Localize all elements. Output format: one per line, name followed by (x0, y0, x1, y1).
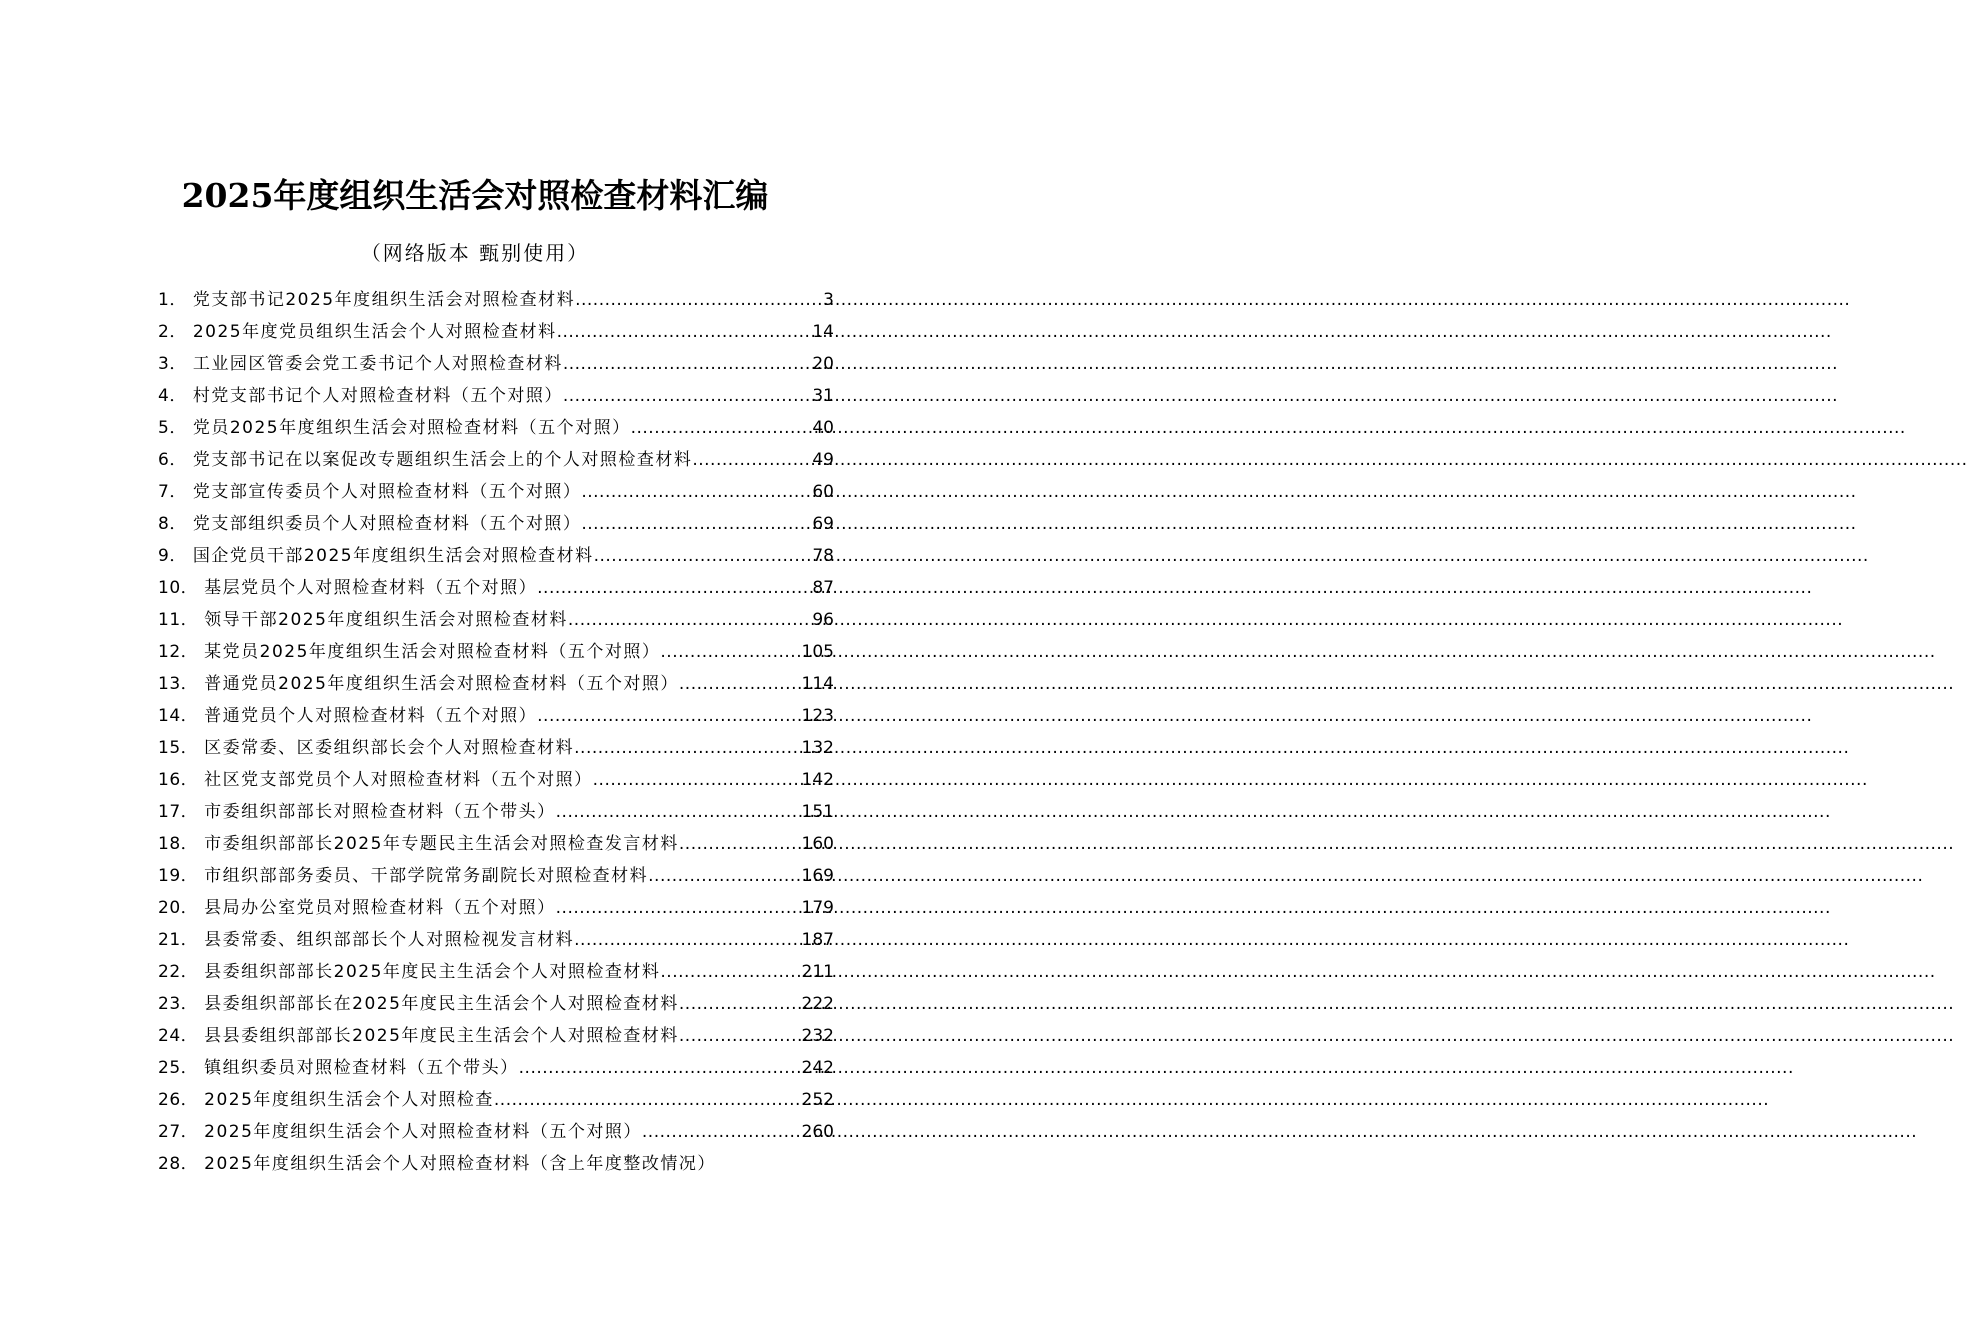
toc-entry-title: 社区党支部党员个人对照检查材料（五个对照） (204, 770, 593, 790)
toc-entry-title: 市委组织部部长对照检查材料（五个带头） (204, 802, 556, 822)
toc-dot-leader (563, 380, 813, 412)
toc-dot-leader (537, 700, 801, 732)
toc-entry-page-number: 222 (801, 994, 834, 1014)
toc-entry-page-number: 169 (801, 866, 834, 886)
toc-entry[interactable] (158, 604, 834, 636)
toc-entry-page-number: 105 (801, 642, 834, 662)
toc-dot-leader (557, 316, 813, 348)
toc-entry[interactable] (158, 988, 834, 1020)
toc-entry[interactable] (158, 828, 834, 860)
toc-entry-number: 5． (158, 418, 187, 438)
toc-entry-title: 县委组织部部长在2025年度民主生活会个人对照检查材料 (204, 994, 679, 1014)
toc-entry-title: 2025年度组织生活会个人对照检查 (204, 1090, 494, 1110)
toc-entry-number: 13． (158, 674, 199, 694)
toc-entry[interactable] (158, 700, 834, 732)
toc-entry-number: 27． (158, 1122, 199, 1142)
toc-entry-title: 镇组织委员对照检查材料（五个带头） (204, 1058, 519, 1078)
toc-entry[interactable] (158, 924, 834, 956)
toc-entry-number: 8． (158, 514, 187, 534)
toc-entry-title: 市委组织部部长2025年专题民主生活会对照检查发言材料 (204, 834, 679, 854)
toc-entry[interactable] (158, 1084, 834, 1116)
toc-entry-page-number: 87 (812, 578, 834, 598)
toc-entry[interactable] (158, 444, 834, 476)
toc-dot-leader (631, 412, 813, 444)
toc-entry-number: 14． (158, 706, 199, 726)
toc-entry[interactable] (158, 892, 834, 924)
toc-entry-number: 6． (158, 450, 187, 470)
toc-entry-number: 28． (158, 1154, 199, 1174)
toc-entry[interactable] (158, 732, 834, 764)
toc-entry-title: 2025年度组织生活会个人对照检查材料（五个对照） (204, 1122, 642, 1142)
toc-dot-leader (519, 1052, 802, 1084)
toc-dot-leader (563, 348, 813, 380)
toc-dot-leader (556, 892, 802, 924)
toc-dot-leader (679, 668, 802, 700)
toc-entry-number: 22． (158, 962, 199, 982)
toc-entry[interactable] (158, 284, 834, 316)
toc-entry[interactable] (158, 476, 834, 508)
toc-dot-leader (648, 860, 801, 892)
toc-entry[interactable] (158, 1020, 834, 1052)
toc-entry[interactable] (158, 348, 834, 380)
table-of-contents (158, 284, 834, 1180)
toc-entry[interactable] (158, 508, 834, 540)
toc-entry-page-number: 260 (801, 1122, 834, 1142)
toc-entry-page-number: 49 (812, 450, 834, 470)
toc-entry-title: 基层党员个人对照检查材料（五个对照） (204, 578, 538, 598)
toc-entry-page-number: 96 (812, 610, 834, 630)
toc-entry-number: 9． (158, 546, 187, 566)
toc-entry-title: 2025年度组织生活会个人对照检查材料（含上年度整改情况） (204, 1154, 716, 1174)
toc-entry[interactable] (158, 412, 834, 444)
toc-entry-title: 党支部宣传委员个人对照检查材料（五个对照） (192, 482, 582, 502)
toc-entry-title: 党支部组织委员个人对照检查材料（五个对照） (192, 514, 582, 534)
toc-dot-leader (642, 1116, 802, 1148)
toc-entry[interactable] (158, 1116, 834, 1148)
toc-entry-number: 25． (158, 1058, 199, 1078)
document-subtitle: （网络版本 甄别使用） (360, 241, 590, 265)
toc-entry-number: 17． (158, 802, 199, 822)
toc-dot-leader (679, 988, 802, 1020)
toc-entry-number: 21． (158, 930, 199, 950)
toc-entry-title: 县局办公室党员对照检查材料（五个对照） (204, 898, 556, 918)
toc-dot-leader (594, 540, 813, 572)
toc-entry-page-number: 211 (801, 962, 834, 982)
toc-entry-number: 20． (158, 898, 199, 918)
toc-entry-page-number: 69 (812, 514, 834, 534)
toc-entry-number: 4． (158, 386, 187, 406)
toc-entry-page-number: 242 (801, 1058, 834, 1078)
toc-entry-title: 党支部书记在以案促改专题组织生活会上的个人对照检查材料 (192, 450, 693, 470)
toc-entry-number: 1． (158, 290, 187, 310)
toc-entry-number: 12． (158, 642, 199, 662)
toc-entry-page-number: 132 (801, 738, 834, 758)
toc-entry[interactable] (158, 572, 834, 604)
toc-entry-page-number: 252 (801, 1090, 834, 1110)
toc-entry-number: 7． (158, 482, 187, 502)
toc-dot-leader (494, 1084, 802, 1116)
toc-entry-page-number: 78 (812, 546, 834, 566)
toc-entry-page-number: 40 (812, 418, 834, 438)
toc-entry-number: 19． (158, 866, 199, 886)
toc-dot-leader (556, 796, 802, 828)
toc-entry-page-number: 31 (812, 386, 834, 406)
toc-dot-leader (581, 508, 812, 540)
document-page (0, 0, 950, 1344)
toc-entry-page-number: 123 (801, 706, 834, 726)
toc-dot-leader (660, 956, 801, 988)
toc-entry[interactable] (158, 636, 834, 668)
toc-entry-title: 村党支部书记个人对照检查材料（五个对照） (192, 386, 563, 406)
toc-entry-number: 3． (158, 354, 187, 374)
toc-entry-number: 15． (158, 738, 199, 758)
toc-entry-page-number: 114 (801, 674, 834, 694)
toc-entry[interactable] (158, 540, 834, 572)
toc-dot-leader (679, 1020, 802, 1052)
toc-entry-number: 16． (158, 770, 199, 790)
toc-dot-leader (593, 764, 802, 796)
toc-dot-leader (679, 828, 802, 860)
toc-entry-title: 党支部书记2025年度组织生活会对照检查材料 (192, 290, 576, 310)
toc-dot-leader (574, 924, 801, 956)
toc-entry-number: 2． (158, 322, 187, 342)
toc-entry-title: 国企党员干部2025年度组织生活会对照检查材料 (192, 546, 594, 566)
toc-entry-title: 党员2025年度组织生活会对照检查材料（五个对照） (192, 418, 631, 438)
toc-entry[interactable] (158, 380, 834, 412)
toc-entry-page-number: 142 (801, 770, 834, 790)
toc-entry[interactable] (158, 1148, 834, 1180)
toc-entry-title: 领导干部2025年度组织生活会对照检查材料 (204, 610, 568, 630)
toc-entry-page-number: 160 (801, 834, 834, 854)
toc-entry[interactable] (158, 860, 834, 892)
toc-dot-leader (568, 604, 812, 636)
toc-dot-leader (692, 444, 812, 476)
toc-dot-leader (574, 732, 801, 764)
toc-entry-page-number: 187 (801, 930, 834, 950)
toc-entry-number: 18． (158, 834, 199, 854)
toc-entry-number: 10． (158, 578, 199, 598)
document-title: 2025年度组织生活会对照检查材料汇编 (181, 176, 769, 215)
toc-entry[interactable] (158, 796, 834, 828)
toc-entry-title: 工业园区管委会党工委书记个人对照检查材料 (192, 354, 563, 374)
toc-entry-page-number: 20 (812, 354, 834, 374)
toc-entry-page-number: 3 (823, 290, 834, 310)
toc-entry[interactable] (158, 316, 834, 348)
toc-entry-number: 23． (158, 994, 199, 1014)
toc-entry-page-number: 232 (801, 1026, 834, 1046)
toc-entry-title: 区委常委、区委组织部长会个人对照检查材料 (204, 738, 575, 758)
toc-entry-title: 县委常委、组织部部长个人对照检视发言材料 (204, 930, 575, 950)
toc-dot-leader (660, 636, 801, 668)
toc-entry[interactable] (158, 668, 834, 700)
toc-entry-title: 市组织部部务委员、干部学院常务副院长对照检查材料 (204, 866, 649, 886)
toc-entry-title: 县县委组织部部长2025年度民主生活会个人对照检查材料 (204, 1026, 679, 1046)
toc-entry-title: 普通党员个人对照检查材料（五个对照） (204, 706, 538, 726)
toc-entry-title: 县委组织部部长2025年度民主生活会个人对照检查材料 (204, 962, 661, 982)
toc-dot-leader (575, 284, 823, 316)
toc-entry-title: 2025年度党员组织生活会个人对照检查材料 (192, 322, 557, 342)
toc-entry-title: 某党员2025年度组织生活会对照检查材料（五个对照） (204, 642, 661, 662)
toc-entry[interactable] (158, 764, 834, 796)
toc-dot-leader (581, 476, 812, 508)
toc-entry-page-number: 179 (801, 898, 834, 918)
toc-entry-page-number: 151 (801, 802, 834, 822)
toc-entry-number: 11． (158, 610, 199, 630)
toc-dot-leader (537, 572, 812, 604)
toc-entry[interactable] (158, 1052, 834, 1084)
toc-entry-title: 普通党员2025年度组织生活会对照检查材料（五个对照） (204, 674, 679, 694)
toc-entry-page-number: 60 (812, 482, 834, 502)
toc-entry-page-number: 14 (812, 322, 834, 342)
toc-entry[interactable] (158, 956, 834, 988)
toc-entry-number: 24． (158, 1026, 199, 1046)
toc-entry-number: 26． (158, 1090, 199, 1110)
